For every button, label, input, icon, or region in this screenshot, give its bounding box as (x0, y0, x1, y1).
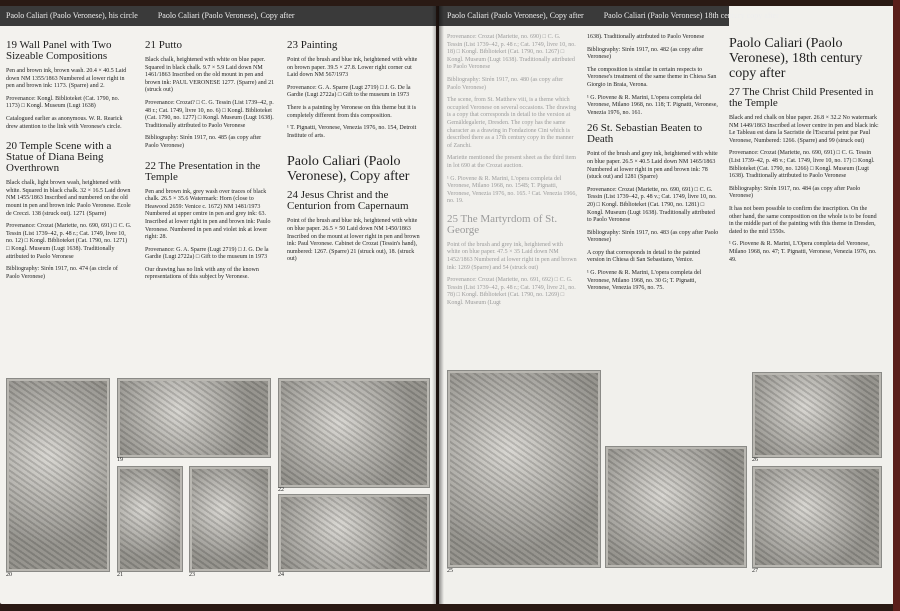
figure-19-number: 19 (117, 457, 123, 463)
right-header-1: Paolo Caliari (Paolo Veronese), Copy after (447, 11, 584, 20)
left-column-1 (6, 40, 132, 286)
entry-22-title: 22 The Presentation in the Temple (145, 159, 261, 183)
right-column-1 (447, 34, 577, 313)
figure-23-number: 23 (189, 572, 195, 578)
entry-24-provenance: Provenance: Crozat (Mariette, no. 690) □ C. G. Tessin (List 1739–42, p. 48 r.; Cat. 1749, livre 10, no. 18) □ Kongl. Biblioteket (Cat. 1790, no. 1267) □ Kongl. Museum (Lugt 1638). Traditionally attributed to Paolo Veronese (447, 34, 576, 71)
c18-copy-heading: Paolo Caliari (Paolo Veronese), 18th century copy after (729, 36, 863, 81)
entry-23-provenance: Provenance: G. A. Sparre (Lugt 2719) □ J. G. De la Gardie (Lugt 2722a) □ Gift to the museum in 1973 (287, 84, 411, 99)
figure-20-image (6, 378, 110, 572)
entry-25-title: 25 The Martyrdom of St. George (447, 212, 558, 236)
left-running-header (0, 6, 436, 26)
entry-27-provenance: Provenance: Crozat (Mariette, no. 690, 691) □ C. G. Tessin (List 1739–42, p. 48 v.; Cat. 1749, livre 10, no. 17) □ Kongl. Biblioteket (Cat. 1790, no. 1266) □ Kongl. Museum (Lugt 1638). Traditionally attributed to Paolo Veronese (729, 150, 875, 180)
figure-26-number: 26 (752, 457, 758, 463)
entry-27-bibliography: Bibliography: Sirén 1917, no. 484 (as copy after Paolo Veronese) (729, 185, 861, 200)
entry-25-bibliography: Bibliography: Sirén 1917, no. 482 (as copy after Veronese) (587, 46, 704, 61)
entry-26-provenance: Provenance: Crozat (Mariette, no. 690, 691) □ C. G. Tessin (List 1739–42, p. 48 v.; Cat. 1749, livre 10, no. 20) □ Kongl. Biblioteket (Cat. 1790, no. 1281) □ Kongl. Museum (Lugt 1638). Traditionally attributed to Paolo Veronese (587, 186, 717, 224)
left-column-2 (145, 40, 275, 287)
entry-22-desc: Pen and brown ink, grey wash over traces of black chalk. 26.5 × 35.6 Watermark: Horn (close to Heawood 2659: Venice c. 1672) NM 1481/1973 Numbered at upper centre in pen and grey ink: 63. Inscribed at lower right in pen and brown ink: Paulo Veronese. Numbered in pen and violet ink at lower right: 28. (145, 188, 271, 241)
left-column-3 (287, 40, 420, 269)
entry-21-provenance: Provenance: Crozat? □ C. G. Tessin (List 1739–42, p. 48 r.; Cat. 1749, livre 10, no. 6) □ Kongl. Biblioteket (Cat. 1790, no. 1277) □ Kongl. Museum (Lugt 1638). Traditionally attributed to Paolo Veronese (145, 99, 274, 129)
figure-25-image (447, 370, 601, 568)
entry-19-title: 19 Wall Panel with Two Sizeable Compositions (6, 39, 112, 62)
left-header-2: Paolo Caliari (Paolo Veronese), Copy after (157, 11, 295, 20)
entry-24-bibliography: Bibliography: Sirén 1917, no. 480 (as copy after Paolo Veronese) (447, 76, 564, 91)
entry-24-footnote: ¹ G. Piovene & R. Marini, L'opera completa del Veronese, Milano 1968, no. 154B; T. Pignatti, Veronese, Venezia 1976, no. 165. ² Cat. Venezia 1966, no. 19. (447, 175, 577, 205)
figure-23-image (189, 466, 271, 572)
figure-24-image (278, 494, 430, 572)
entry-24-desc: Point of the brush and blue ink, heightened with white on blue paper. 26.5 × 50 Laid down NM 1450/1863 Inscribed on the mount at lower right in pen and brown ink: Paul Veronese. Cabinet de Crozat (Tessin's hand), numbered: 1267. (Sparre) 21 (struck out), 18. (struck out) (287, 218, 420, 263)
entry-20-bibliography: Bibliography: Sirén 1917, no. 474 (as circle of Paolo Veronese) (6, 266, 118, 280)
entry-23-title: 23 Painting (287, 39, 338, 51)
entry-25-note: The composition is similar in certain respects to Veronese's treatment of the same theme in Chiesa San Giorgio in Braia, Verona. (587, 66, 717, 88)
copy-after-heading: Paolo Caliari (Paolo Veronese), Copy after (287, 154, 410, 185)
figure-21-number: 21 (117, 572, 123, 578)
entry-20-desc: Black chalk, light brown wash, heightened with white. Squared in black chalk. 32 × 16.5 Laid down NM 1455/1863 Inscribed and numbered on the old mount in pen and brown ink: Paolo Veronese. Ecole de Creczi. 138 (struck out). 1271 (Sparre) (6, 180, 131, 217)
entry-20-provenance: Provenance: Crozat (Mariette, no. 690, 691) □ C. G. Tessin (List 1739–42, p. 48 r.; Cat. 1749, livre 10, no. 12) □ Kongl. Biblioteket (Cat. 1790, no. 1271) □ Kongl. Museum (Lugt 1638). Traditionally attributed to Paolo Veronese (6, 223, 132, 260)
entry-26-bibliography: Bibliography: Sirén 1917, no. 483 (as copy after Paolo Veronese) (587, 229, 719, 244)
book-gutter (432, 6, 444, 604)
entry-23-desc: Point of the brush and blue ink, heightened with white on brown paper. 39.5 × 27.8. Lower right corner cut Laid down NM 567/1973 (287, 57, 418, 79)
entry-22-provenance: Provenance: G. A. Sparre (Lugt 2719) □ J. G. De la Gardie (Lugt 2722a) □ Gift to the museum in 1973 (145, 246, 269, 261)
right-header-2: Paolo Caliari (Paolo Veronese) 18th century copy after (603, 11, 779, 20)
entry-21-bibliography: Bibliography: Sirén 1917, no. 485 (as copy after Paolo Veronese) (145, 135, 262, 149)
entry-23-note: There is a painting by Veronese on this theme but it is completely different from this composition. (287, 104, 417, 119)
entry-25-footnote: ¹ G. Piovene & R. Marini, L'opera completa del Veronese, Milano 1968, no. 118; T. Pignatti, Veronese, Venezia 1976, no. 161. (587, 94, 718, 116)
entry-21-desc: Black chalk, heightened with white on blue paper. Squared in black chalk. 9.7 × 5.9 Laid down NM 1461/1863 Inscribed on the old mount in pen and brown ink: PAUL VERONESE 1277. (Sparre) and 21 (struck out) (145, 57, 275, 94)
entry-25-provenance: Provenance: Crozat (Mariette, no. 691, 692) □ C. G. Tessin (List 1739–42, p. 48 r.; Cat. 1749, livre 21, no. 78) □ Kongl. Biblioteket (Cat. 1790, no. 1269) □ Kongl. Museum (Lugt (447, 277, 576, 307)
right-column-2 (587, 34, 719, 298)
entry-27-desc: Black and red chalk on blue paper. 26.8 × 32.2 No watermark NM 1449/1863 Inscribed at lower centre in pen and black ink: Le Tableau est dans la Sacristie de l'Escurial peint par Paul Veronese, Numbered: 1266. (Sparre) and 99 (struck out) (729, 115, 879, 144)
entry-19-desc: Pen and brown ink, brown wash. 20.4 × 40.5 Laid down NM 1355/1863 Numbered at lower right in pen and brown ink: 1173. (Sparre) and 2. (6, 68, 127, 90)
entry-22-note: Our drawing has no link with any of the known representations of this subject by Veronese. (145, 266, 259, 281)
right-column-3 (729, 36, 879, 269)
right-running-header (439, 6, 779, 26)
figure-24-detail-image (605, 446, 747, 568)
figure-27-number: 27 (752, 568, 758, 574)
book-cover-edge (893, 0, 900, 611)
entry-24-note: The scene, from St. Matthew viii, is a theme which occupied Veronese on several occasions. The drawing is a copy that corresponds in detail to the version at Gemäldegalerie, Dresden. The copy has the same character as a drawing in Fondazione Cini which is described there as a 17th century copy in the manner of Zanchi. (447, 97, 577, 149)
entry-26-footnote: ¹ G. Piovene & R. Marini, L'opera completa del Veronese, Milano 1968, no. 30 G; T. Pignatti, Veronese, Venezia 1976, no. 75. (587, 270, 702, 292)
figure-22-number: 22 (278, 487, 284, 493)
entry-25-desc: Point of the brush and grey ink, heightened with white on blue paper. 47.5 × 35 Laid down NM 1452/1863 Numbered at lower right in pen and brown ink: 1269 (Sparre) and 54 (struck out) (447, 241, 577, 271)
entry-26-note: A copy that corresponds in detail to the painted version in Chiesa di San Sebastiano, Venice. (587, 249, 701, 264)
figure-22-image (278, 378, 430, 488)
entry-27-note: It has not been possible to confirm the inscription. On the other hand, the same composition on the whole is to be found in the middle part of the painting with this theme in Dresden, dated to the mid 1550s. (729, 205, 877, 235)
figure-24-number: 24 (278, 572, 284, 578)
entry-26-desc: Point of the brush and grey ink, heightened with white on blue paper. 26.5 × 40.5 Laid down NM 1465/1863 Numbered at lower right in pen and brown ink: 78 (stuck out) and 1281 (Sparre) (587, 151, 718, 181)
entry-25-provenance-cont: 1638). Traditionally attributed to Paolo Veronese (587, 34, 705, 40)
figure-20-number: 20 (6, 572, 12, 578)
figure-19-image (117, 378, 271, 458)
figure-21-image (117, 466, 183, 572)
entry-19-provenance: Provenance: Kongl. Biblioteket (Cat. 1790, no. 1173) □ Kongl. Museum (Lugt 1638) (6, 95, 120, 110)
figure-27-image (752, 466, 882, 568)
entry-24-title: 24 Jesus Christ and the Centurion from Capernaum (287, 189, 409, 213)
entry-24-note-2: Mariette mentioned the present sheet as the third item in lot 690 at the Crozat auction. (447, 155, 576, 169)
left-page (0, 6, 436, 604)
left-header-1: Paolo Caliari (Paolo Veronese), his circle (6, 11, 138, 20)
entry-21-title: 21 Putto (145, 39, 182, 51)
entry-26-title: 26 St. Sebastian Beaten to Death (587, 122, 703, 146)
entry-27-title: 27 The Christ Child Presented in the Temple (729, 86, 874, 109)
right-page (439, 6, 893, 604)
entry-23-footnote: ¹ T. Pignatti, Veronese, Venezia 1976, no. 154, Detroit Institute of arts. (287, 125, 417, 139)
entry-20-title: 20 Temple Scene with a Statue of Diana Being Overthrown (6, 140, 112, 175)
entry-27-footnote: ¹ G. Piovene & R. Marini, L'Opera completa del Veronese, Milano 1968, no. 47; T. Pignatti, Veronese, Venezia 1976, no. 49. (729, 241, 877, 263)
figure-26-image (752, 372, 882, 458)
figure-25-number: 25 (447, 568, 453, 574)
entry-19-note: Catalogued earlier as anonymous. W. R. Rearick drew attention to the link with Veronese's circle. (6, 115, 123, 130)
